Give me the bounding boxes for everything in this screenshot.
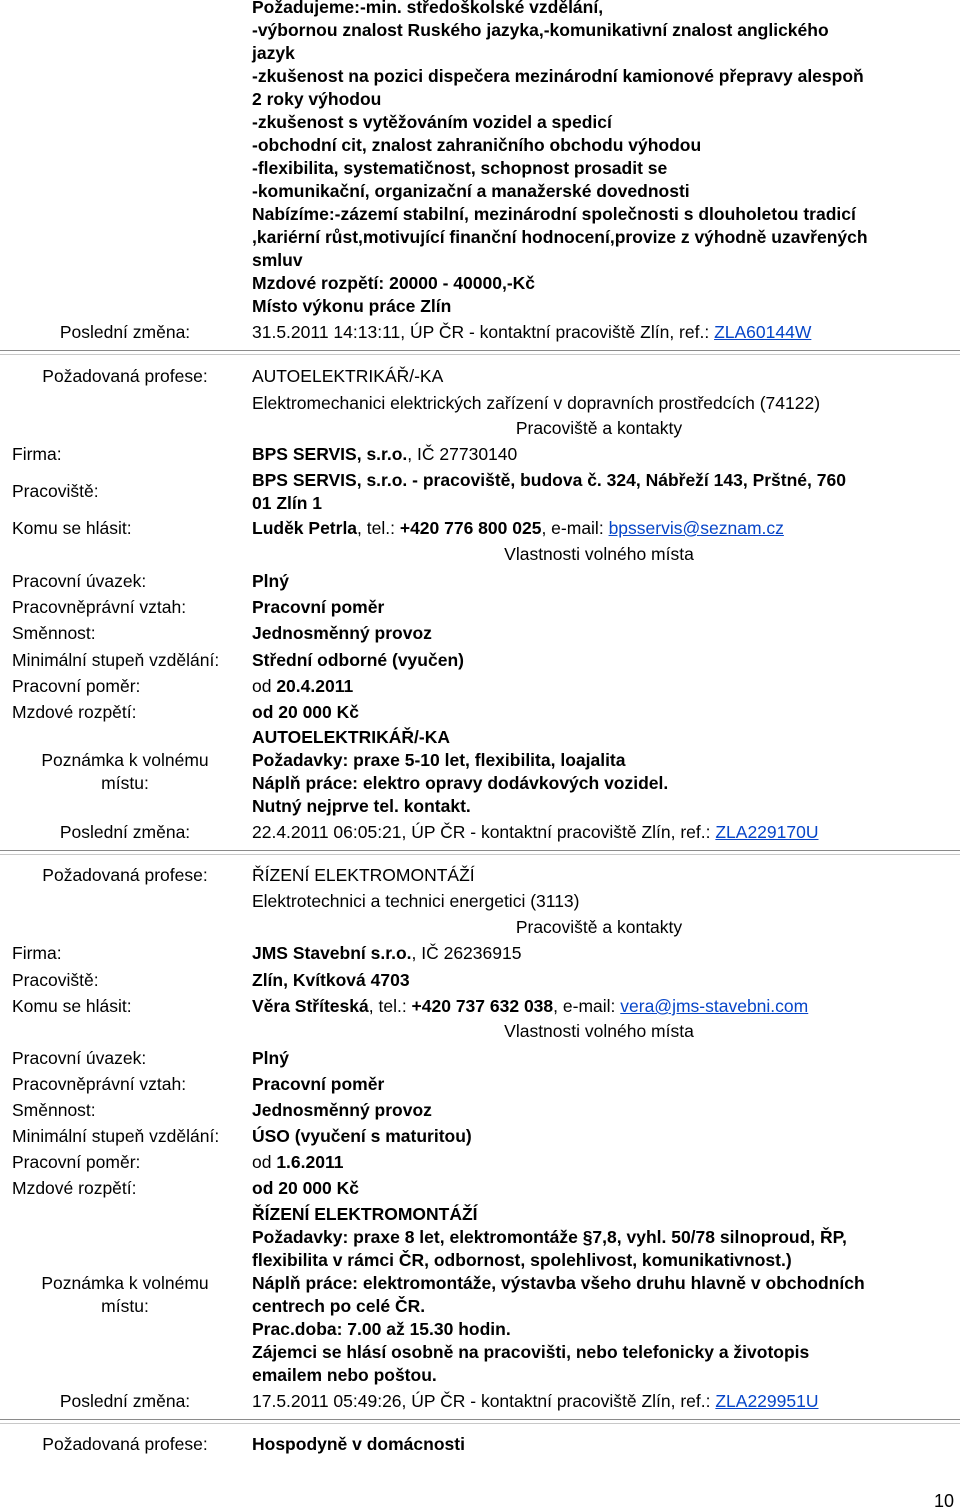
note-line: Prac.doba: 7.00 až 15.30 hodin.	[252, 1319, 511, 1339]
firm-label: Firma:	[12, 943, 62, 963]
last-change-text: 17.5.2011 05:49:26, ÚP ČR - kontaktní pracoviště Zlín, ref.:	[252, 1391, 716, 1411]
text-line: -výbornou znalost Ruského jazyka,-komunikativní znalost anglického	[252, 20, 829, 40]
email-link[interactable]: bpsservis@seznam.cz	[608, 518, 784, 538]
employment-relation-label: Pracovněprávní vztah:	[12, 597, 187, 617]
firm-ic: , IČ 26236915	[411, 943, 522, 963]
shift-value: Jednosměnný provoz	[252, 623, 432, 643]
text-line: -obchodní cit, znalost zahraničního obchodu výhodou	[252, 135, 702, 155]
last-change-value	[252, 821, 819, 843]
text-line: Požadujeme:-min. středoškolské vzdělání,	[252, 0, 604, 17]
email-label: , e-mail:	[553, 996, 621, 1016]
separator	[0, 350, 960, 351]
separator	[0, 854, 960, 855]
employment-start-label: Pracovní poměr:	[12, 1152, 141, 1172]
shift-label: Směnnost:	[12, 623, 96, 643]
workload-label: Pracovní úvazek:	[12, 571, 147, 591]
workplace-line: Zlín, Kvítková 4703	[252, 970, 410, 990]
note-line: Požadavky: praxe 8 let, elektromontáže §7,8, vyhl. 50/78 silnoproud, ŘP,	[252, 1227, 847, 1247]
tel-label: , tel.:	[357, 518, 400, 538]
profession-label: Požadovaná profese:	[42, 865, 208, 885]
education-label: Minimální stupeň vzdělání:	[12, 1126, 220, 1146]
employment-relation-value: Pracovní poměr	[252, 597, 385, 617]
properties-heading: Vlastnosti volného místa	[504, 1021, 694, 1041]
profession-category: Elektrotechnici a technici energetici (3113)	[252, 891, 580, 911]
salary-label: Mzdové rozpětí:	[12, 1178, 137, 1198]
contact-label: Komu se hlásit:	[12, 518, 132, 538]
last-change-label: Poslední změna:	[59, 1391, 191, 1411]
firm-name: BPS SERVIS, s.r.o.	[252, 444, 408, 464]
employment-start-label: Pracovní poměr:	[12, 676, 141, 696]
note-line: ŘÍZENÍ ELEKTROMONTÁŽÍ	[252, 1204, 478, 1224]
note-line: Požadavky: praxe 5-10 let, flexibilita, loajalita	[252, 750, 626, 770]
note-line: Zájemci se hlásí osobně na pracovišti, nebo telefonicky a životopis	[252, 1342, 810, 1362]
last-change-text: 31.5.2011 14:13:11, ÚP ČR - kontaktní pracoviště Zlín, ref.:	[252, 322, 715, 342]
text-line: 2 roky výhodou	[252, 89, 382, 109]
profession-title: AUTOELEKTRIKÁŘ/-KA	[252, 366, 444, 386]
text-line: ,kariérní růst,motivující finanční hodnocení,provize z výhodně uzavřených	[252, 227, 868, 247]
firm-ic: , IČ 27730140	[407, 444, 518, 464]
profession-label: Požadovaná profese:	[42, 1434, 208, 1454]
salary-value: od 20 000 Kč	[252, 702, 359, 722]
employment-relation-label: Pracovněprávní vztah:	[12, 1074, 187, 1094]
page-number: 10	[934, 1491, 955, 1511]
note-line: Náplň práce: elektromontáže, výstavba všeho druhu hlavně v obchodních	[252, 1273, 865, 1293]
workplace-line: 01 Zlín 1	[252, 493, 323, 513]
education-label: Minimální stupeň vzdělání:	[12, 650, 220, 670]
text-line: jazyk	[252, 43, 295, 63]
education-value: ÚSO (vyučení s maturitou)	[252, 1126, 472, 1146]
ref-link[interactable]: ZLA229170U	[715, 822, 819, 842]
firm-value	[252, 942, 521, 964]
ref-link[interactable]: ZLA60144W	[714, 322, 812, 342]
workload-value: Plný	[252, 1048, 289, 1068]
firm-label: Firma:	[12, 444, 62, 464]
note-line: emailem nebo poštou.	[252, 1365, 437, 1385]
contact-value	[252, 995, 808, 1017]
contact-name: Věra Stříteská	[252, 996, 369, 1016]
text-line: Nabízíme:-zázemí stabilní, mezinárodní společnosti s dlouholetou tradicí	[252, 204, 856, 224]
employment-start-value	[252, 675, 353, 697]
text-line: -komunikační, organizační a manažerské dovednosti	[252, 181, 690, 201]
note-line: flexibilita v rámci ČR, odbornost, spolehlivost, komunikativnost.)	[252, 1250, 792, 1270]
separator	[0, 850, 960, 851]
ref-link[interactable]: ZLA229951U	[715, 1391, 819, 1411]
employment-start-value	[252, 1151, 343, 1173]
contacts-heading: Pracoviště a kontakty	[515, 418, 683, 438]
text-line: smluv	[252, 250, 303, 270]
profession-title: ŘÍZENÍ ELEKTROMONTÁŽÍ	[252, 865, 475, 885]
tel-label: , tel.:	[368, 996, 412, 1016]
contact-phone: +420 737 632 038	[411, 996, 554, 1016]
firm-value	[252, 443, 517, 465]
workload-label: Pracovní úvazek:	[12, 1048, 147, 1068]
workplace-label: Pracoviště:	[12, 481, 99, 501]
start-prefix: od	[252, 676, 277, 696]
last-change-value	[252, 321, 811, 343]
text-line: -zkušenost s vytěžováním vozidel a spedicí	[252, 112, 612, 132]
note-label: Poznámka k volnému	[41, 1273, 209, 1293]
note-line: Nutný nejprve tel. kontakt.	[252, 796, 471, 816]
salary-label: Mzdové rozpětí:	[12, 702, 137, 722]
profession-title: Hospodyně v domácnosti	[252, 1434, 465, 1454]
start-date: 1.6.2011	[276, 1152, 344, 1172]
text-line: Místo výkonu práce Zlín	[252, 296, 452, 316]
note-line: Náplň práce: elektro opravy dodávkových vozidel.	[252, 773, 669, 793]
text-line: -zkušenost na pozici dispečera mezinárodní kamionové přepravy alespoň	[252, 66, 864, 86]
separator	[0, 1423, 960, 1424]
start-date: 20.4.2011	[276, 676, 354, 696]
last-change-label: Poslední změna:	[59, 822, 191, 842]
contacts-heading: Pracoviště a kontakty	[515, 917, 683, 937]
profession-label: Požadovaná profese:	[42, 366, 208, 386]
separator	[0, 1419, 960, 1420]
shift-value: Jednosměnný provoz	[252, 1100, 432, 1120]
email-label: , e-mail:	[541, 518, 609, 538]
shift-label: Směnnost:	[12, 1100, 96, 1120]
note-label: Poznámka k volnému	[41, 750, 209, 770]
contact-label: Komu se hlásit:	[12, 996, 132, 1016]
note-label: místu:	[101, 773, 149, 793]
contact-name: Luděk Petrla	[252, 518, 358, 538]
workplace-line: BPS SERVIS, s.r.o. - pracoviště, budova č. 324, Nábřeží 143, Prštné, 760	[252, 470, 846, 490]
text-line: Mzdové rozpětí: 20000 - 40000,-Kč	[252, 273, 536, 293]
separator	[0, 354, 960, 355]
contact-value	[252, 517, 784, 539]
education-value: Střední odborné (vyučen)	[252, 650, 464, 670]
properties-heading: Vlastnosti volného místa	[504, 544, 694, 564]
text-line: -flexibilita, systematičnost, schopnost prosadit se	[252, 158, 668, 178]
workload-value: Plný	[252, 571, 289, 591]
salary-value: od 20 000 Kč	[252, 1178, 359, 1198]
last-change-text: 22.4.2011 06:05:21, ÚP ČR - kontaktní pracoviště Zlín, ref.:	[252, 822, 716, 842]
note-label: místu:	[101, 1296, 149, 1316]
employment-relation-value: Pracovní poměr	[252, 1074, 385, 1094]
last-change-label: Poslední změna:	[59, 322, 191, 342]
workplace-label: Pracoviště:	[12, 970, 99, 990]
firm-name: JMS Stavební s.r.o.	[252, 943, 412, 963]
note-line: AUTOELEKTRIKÁŘ/-KA	[252, 727, 451, 747]
email-link[interactable]: vera@jms-stavebni.com	[620, 996, 809, 1016]
note-line: centrech po celé ČR.	[252, 1296, 426, 1316]
start-prefix: od	[252, 1152, 277, 1172]
last-change-value	[252, 1390, 819, 1412]
profession-category: Elektromechanici elektrických zařízení v dopravních prostředcích (74122)	[252, 393, 821, 413]
contact-phone: +420 776 800 025	[399, 518, 542, 538]
